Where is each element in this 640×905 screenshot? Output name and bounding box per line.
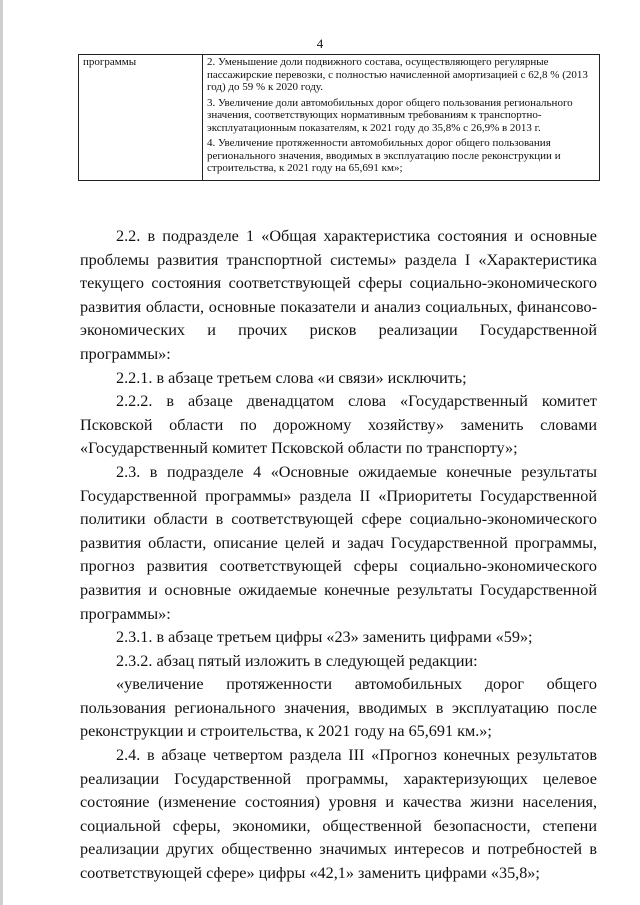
paragraph: 2.2.1. в абзаце третьем слова «и связи» исключить; [116,368,467,387]
paragraph: 2.2.2. в абзаце двенадцатом слова «Государственный комитет Псковской области по дорожному хозяйству» заменить словами «Государственный комитет Псковской области по транспорту»; [80,392,597,458]
paragraph: 2.4. в абзаце четвертом раздела III «Прогноз конечных результатов реализации Государственной программы, характеризующих целевое состояние (изменение состояния) уровня и качества жизни населения, социальной сферы, экономики, общественной безопасности, степени реализации других общественно значимых интересов и потребностей в соответствующей сфере» цифры «42,1» заменить цифрами «35,8»; [80,746,597,883]
paragraph: 2.3.2. абзац пятый изложить в следующей редакции: [116,651,478,670]
paragraph: 2.3. в подразделе 4 «Основные ожидаемые конечные результаты Государственной программы» раздела II «Приоритеты Государственной политики области в соответствующей сфере социально-экономического развития области, описание целей и задач Государственной программы, прогноз развития соответствующей сферы социально-экономического развития и основные ожидаемые конечные результаты Государственной программы»: [80,462,597,623]
scan-edge [0,0,3,905]
document-body [80,225,597,886]
table-left-cell: программы [79,55,203,181]
paragraph: 2.3.1. в абзаце третьем цифры «23» заменить цифрами «59»; [116,628,533,647]
program-table [78,54,600,181]
table-item: 2. Уменьшение доли подвижного состава, осуществляющего регулярные пассажирские перевозки, с полностью начисленной амортизацией с 62,8 % (2013 год) до 59 % к 2020 году. [207,56,588,93]
table-item: 3. Увеличение доли автомобильных дорог общего пользования регионального значения, соответствующих нормативным требованиям к транспортно-эксплуатационным показателям, к 2021 году до 35,8% с 26,9% в 2013 г. [207,96,573,134]
table-row [79,55,600,181]
table-right-cell [203,55,600,181]
page-number: 4 [316,36,324,51]
paragraph: «увеличение протяженности автомобильных дорог общего пользования регионального значения, вводимых в эксплуатацию после реконструкции и строительства, к 2021 году на 65,691 км.»; [80,675,597,741]
table-item: 4. Увеличение протяженности автомобильных дорог общего пользования регионального значения, вводимых в эксплуатацию после реконструкции и строительства, к 2021 году на 65,691 км»; [207,137,561,174]
paragraph: 2.2. в подразделе 1 «Общая характеристика состояния и основные проблемы развития транспортной системы» раздела I «Характеристика текущего состояния соответствующей сферы социально-экономического развития области, основные показатели и анализ социальных, финансово-экономических и прочих рисков реализации Государственной программы»: [80,227,597,363]
